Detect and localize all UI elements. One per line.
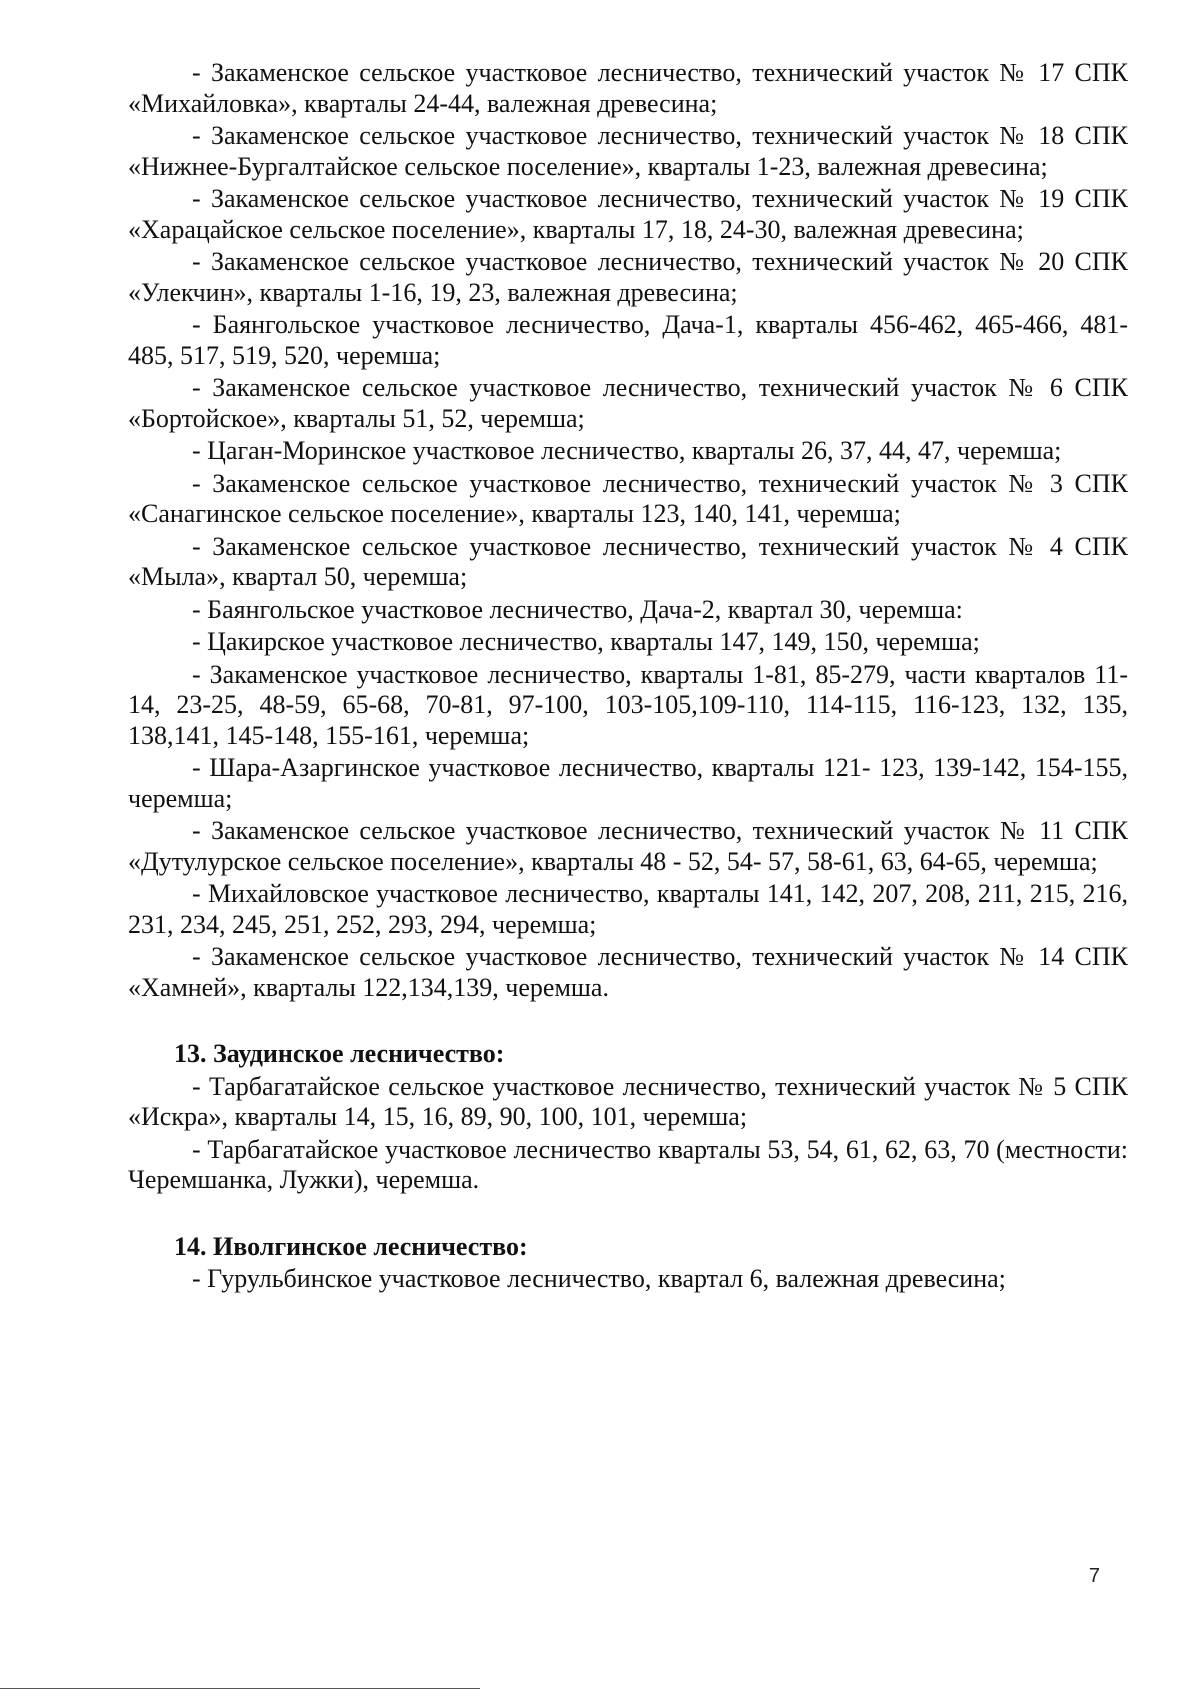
list-item: - Закаменское сельское участковое лесничество, технический участок № 3 СПК «Санагинское сельское поселение», кварталы 123, 140, 141, черемша; xyxy=(128,468,1128,528)
list-item: - Закаменское участковое лесничество, кварталы 1-81, 85-279, части кварталов 11-14, 23-25, 48-59, 65-68, 70-81, 97-100, 103-105,109-110, 114-115, 116-123, 132, 135, 138,141, 145-148, 155-161, черемша; xyxy=(128,659,1128,750)
list-item: - Баянгольское участковое лесничество, Дача-1, кварталы 456-462, 465-466, 481-485, 517, 519, 520, черемша; xyxy=(128,310,1128,370)
document-page xyxy=(128,58,1128,1297)
list-item: - Закаменское сельское участковое лесничество, технический участок № 17 СПК «Михайловка», кварталы 24-44, валежная древесина; xyxy=(128,58,1128,118)
list-item: - Шара-Азаргинское участковое лесничество, кварталы 121- 123, 139-142, 154-155, черемша; xyxy=(128,753,1128,813)
list-item: - Закаменское сельское участковое лесничество, технический участок № 18 СПК «Нижнее-Бургалтайское сельское поселение», кварталы 1-23, валежная древесина; xyxy=(128,121,1128,181)
section-heading: 13. Заудинское лесничество: xyxy=(174,1039,505,1068)
footer-divider xyxy=(0,1688,480,1689)
section-zaudinskoe xyxy=(128,1039,1128,1196)
section-ivolginskoe xyxy=(128,1232,1128,1295)
list-item: - Баянгольское участковое лесничество, Дача-2, квартал 30, черемша: xyxy=(192,594,963,624)
list-item: - Закаменское сельское участковое лесничество, технический участок № 20 СПК «Улекчин», кварталы 1-16, 19, 23, валежная древесина; xyxy=(128,247,1128,307)
section-continuation xyxy=(128,58,1128,1003)
list-item: - Михайловское участковое лесничество, кварталы 141, 142, 207, 208, 211, 215, 216, 231, 234, 245, 251, 252, 293, 294, черемша; xyxy=(128,879,1128,939)
list-item: - Закаменское сельское участковое лесничество, технический участок № 6 СПК «Бортойское», кварталы 51, 52, черемша; xyxy=(128,373,1128,433)
list-item: - Цакирское участковое лесничество, кварталы 147, 149, 150, черемша; xyxy=(192,627,980,656)
list-item: - Гурульбинское участковое лесничество, квартал 6, валежная древесина; xyxy=(192,1264,1006,1293)
list-item: - Закаменское сельское участковое лесничество, технический участок № 19 СПК «Харацайское сельское поселение», кварталы 17, 18, 24-30, валежная древесина; xyxy=(128,184,1128,244)
list-item: - Закаменское сельское участковое лесничество, технический участок № 4 СПК «Мыла», квартал 50, черемша; xyxy=(128,531,1128,591)
section-heading: 14. Иволгинское лесничество: xyxy=(174,1231,528,1261)
list-item: - Тарбагатайское участковое лесничество кварталы 53, 54, 61, 62, 63, 70 (местности: Черемшанка, Лужки), черемша. xyxy=(128,1134,1128,1194)
list-item: - Закаменское сельское участковое лесничество, технический участок № 11 СПК «Дутулурское сельское поселение», кварталы 48 - 52, 54- 57, 58-61, 63, 64-65, черемша; xyxy=(128,816,1128,876)
list-item: - Тарбагатайское сельское участковое лесничество, технический участок № 5 СПК «Искра», кварталы 14, 15, 16, 89, 90, 100, 101, черемша; xyxy=(128,1071,1128,1131)
page-number: 7 xyxy=(1088,1565,1100,1587)
list-item: - Цаган-Моринское участковое лесничество, кварталы 26, 37, 44, 47, черемша; xyxy=(192,436,1062,465)
list-item: - Закаменское сельское участковое лесничество, технический участок № 14 СПК «Хамней», кварталы 122,134,139, черемша. xyxy=(128,942,1128,1002)
